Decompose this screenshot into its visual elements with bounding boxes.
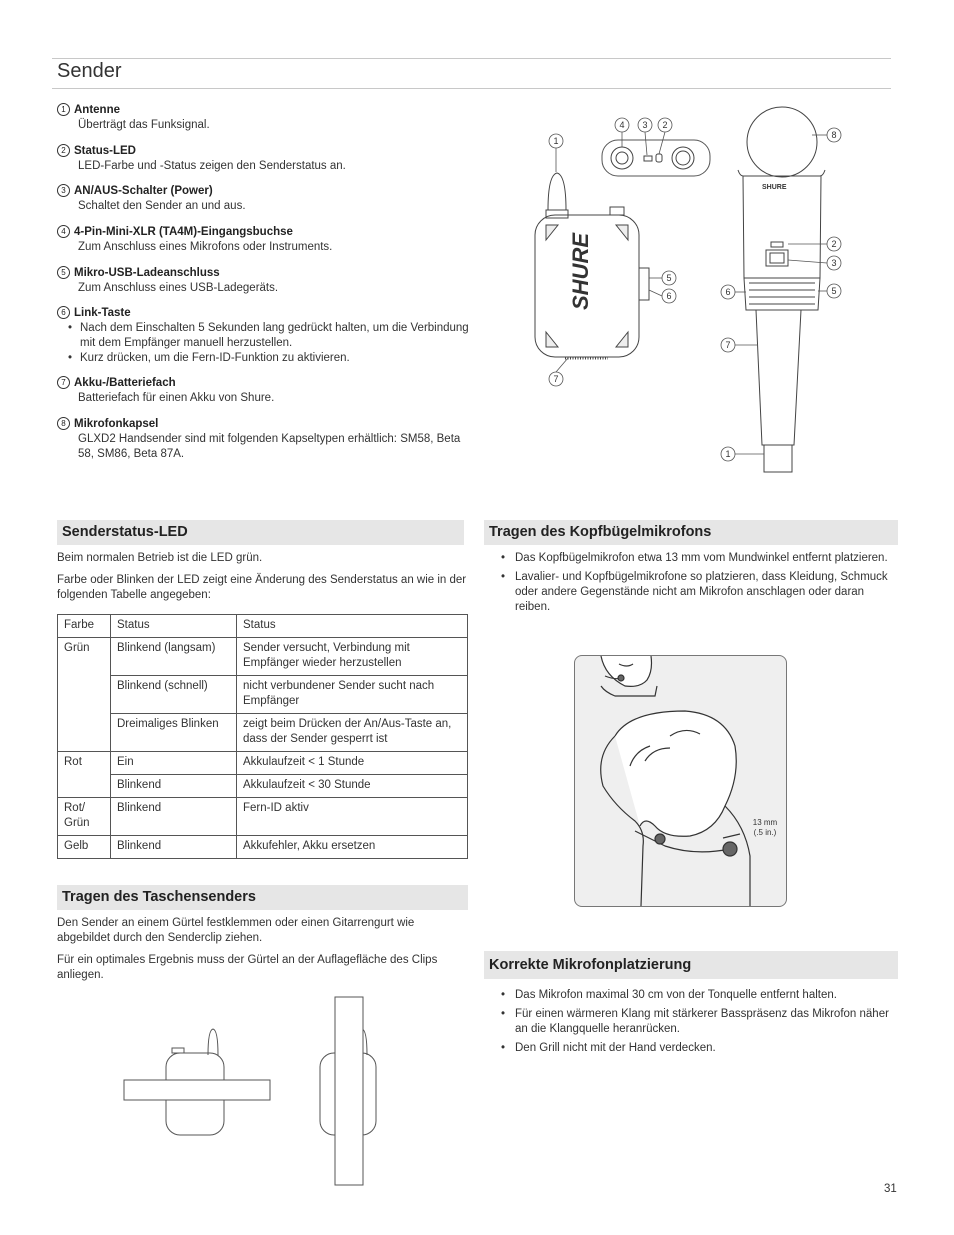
list-item [57,144,477,184]
component-list [57,103,477,462]
led-paragraph-2: Farbe oder Blinken der LED zeigt eine Änderung des Senderstatus an wie in der folgenden Tabelle angegeben: [57,574,467,601]
shure-logo: SHURE [762,184,787,191]
callout-number: 3 [831,258,837,268]
list-item [57,184,477,225]
callout-number: 3 [57,184,70,197]
callout-number: 6 [725,287,731,297]
table-cell: zeigt beim Drücken der An/Aus-Taste an, dass der Sender gesperrt ist [237,714,468,752]
table-cell: Blinkend [111,798,237,836]
shure-logo: SHURE [568,232,593,310]
table-cell: Fern-ID aktiv [237,798,468,836]
callout-number: 6 [666,291,672,301]
item-title: Status-LED [74,145,136,157]
top-rule [52,58,891,59]
callout-number: 3 [642,120,648,130]
item-description [57,321,477,366]
distance-label [749,818,781,838]
callout-number: 1 [57,103,70,116]
bullet-item: • Den Grill nicht mit der Hand verdecken. [488,1041,898,1056]
item-title: AN/AUS-Schalter (Power) [74,185,213,197]
table-cell: Sender versucht, Verbindung mit Empfänger wieder herzustellen [237,638,468,676]
item-title: Akku-/Batteriefach [74,377,176,389]
table-cell: Blinkend [111,836,237,859]
bodypack-side-on-strap [320,997,376,1185]
headset-bullet-list [488,551,898,619]
item-title: Antenne [74,104,120,116]
callout-number: 2 [831,239,837,249]
table-cell: Rot [58,752,111,798]
page-title: Sender [57,60,122,82]
item-title: 4-Pin-Mini-XLR (TA4M)-Eingangsbuchse [74,226,293,238]
list-item [57,225,477,266]
bullet-item: • Lavalier- und Kopfbügelmikrofone so platzieren, dass Kleidung, Schmuck oder andere Gegenstände nicht am Mikrofon anschlagen oder daran reiben. [488,570,898,615]
headset-illustration [574,655,787,907]
table-header-row [58,615,468,638]
table-cell: Dreimaliges Blinken [111,714,237,752]
callout-number: 8 [57,417,70,430]
item-description: Batteriefach für einen Akku von Shure. [78,392,275,404]
table-cell: Rot/ Grün [58,798,111,836]
section-heading-headset: Tragen des Kopfbügelmikrofons [484,520,898,545]
bodypack-top-view [602,140,710,176]
head-profile [601,711,750,906]
bodypack-paragraph-1: Den Sender an einem Gürtel festklemmen oder einen Gitarrengurt wie abgebildet durch den Senderclip ziehen. [57,917,415,944]
callout-number: 2 [57,144,70,157]
item-description: GLXD2 Handsender sind mit folgenden Kapseltypen erhältlich: SM58, Beta 58, SM86, Beta 87A. [78,433,461,460]
list-item [57,266,477,306]
table-cell: Akkulaufzeit < 30 Stunde [237,775,468,798]
callout-number: 1 [553,136,559,146]
table-header: Status [111,615,237,638]
item-title: Mikrofonkapsel [74,418,159,430]
table-row [58,714,468,752]
table-cell: Blinkend (schnell) [111,676,237,714]
led-status-table [57,614,468,859]
table-cell: Grün [58,638,111,752]
bullet-item: • Für einen wärmeren Klang mit stärkerer Basspräsenz das Mikrofon näher an die Klangquelle heranrücken. [488,1007,898,1037]
placement-bullet-list [488,988,898,1060]
callout-number: 8 [831,130,837,140]
callout-number: 5 [666,273,672,283]
item-title: Link-Taste [74,307,131,319]
table-cell: Blinkend [111,775,237,798]
callout-number: 4 [57,225,70,238]
callout-number: 1 [725,449,731,459]
callout-number: 5 [57,266,70,279]
belt-clip-illustration [120,995,400,1190]
table-row [58,798,468,836]
item-description: Zum Anschluss eines USB-Ladegeräts. [78,282,279,294]
led-paragraph-1: Beim normalen Betrieb ist die LED grün. [57,552,263,564]
callout-number: 6 [57,306,70,319]
bodypack-paragraph-2: Für ein optimales Ergebnis muss der Gürtel an der Auflagefläche des Clips anliegen. [57,954,438,981]
item-description: Zum Anschluss eines Mikrofons oder Instruments. [78,241,333,253]
list-item [57,306,477,376]
item-description: Schaltet den Sender an und aus. [78,200,246,212]
list-item [57,417,477,462]
handheld-view [738,107,825,472]
table-row [58,775,468,798]
callout-number: 2 [662,120,668,130]
table-row [58,638,468,676]
callout-number: 7 [725,340,731,350]
bullet-item: • Kurz drücken, um die Fern-ID-Funktion zu aktivieren. [80,351,477,366]
callout-number: 4 [619,120,625,130]
table-header: Status [237,615,468,638]
page-number: 31 [884,1183,897,1195]
table-row [58,752,468,775]
distance-imperial: (.5 in.) [753,828,777,837]
list-item [57,376,477,417]
list-item [57,103,477,144]
item-description: Überträgt das Funksignal. [78,119,210,131]
table-cell: nicht verbundener Sender sucht nach Empfänger [237,676,468,714]
section-heading-led: Senderstatus-LED [57,520,464,545]
item-description: LED-Farbe und -Status zeigen den Senderstatus an. [78,160,346,172]
callout-number: 7 [553,374,559,384]
title-rule [52,88,891,89]
bullet-item: • Das Kopfbügelmikrofon etwa 13 mm vom Mundwinkel entfernt platzieren. [488,551,898,566]
transmitter-diagram [530,100,870,480]
table-cell: Gelb [58,836,111,859]
bullet-item: • Das Mikrofon maximal 30 cm von der Tonquelle entfernt halten. [488,988,898,1003]
face-closeup [601,656,657,696]
table-cell: Akkulaufzeit < 1 Stunde [237,752,468,775]
table-row [58,836,468,859]
bullet-item: • Nach dem Einschalten 5 Sekunden lang gedrückt halten, um die Verbindung mit dem Empfänger manuell herzustellen. [80,321,477,351]
item-title: Mikro-USB-Ladeanschluss [74,267,220,279]
table-row [58,676,468,714]
distance-metric: 13 mm [752,818,778,827]
table-cell: Ein [111,752,237,775]
bodypack-front-on-belt [124,1029,270,1135]
callout-number: 7 [57,376,70,389]
section-heading-placement: Korrekte Mikrofonplatzierung [484,951,898,979]
section-heading-bodypack: Tragen des Taschensenders [57,885,468,910]
callout-number: 5 [831,286,837,296]
table-cell: Blinkend (langsam) [111,638,237,676]
table-cell: Akkufehler, Akku ersetzen [237,836,468,859]
table-header: Farbe [58,615,111,638]
